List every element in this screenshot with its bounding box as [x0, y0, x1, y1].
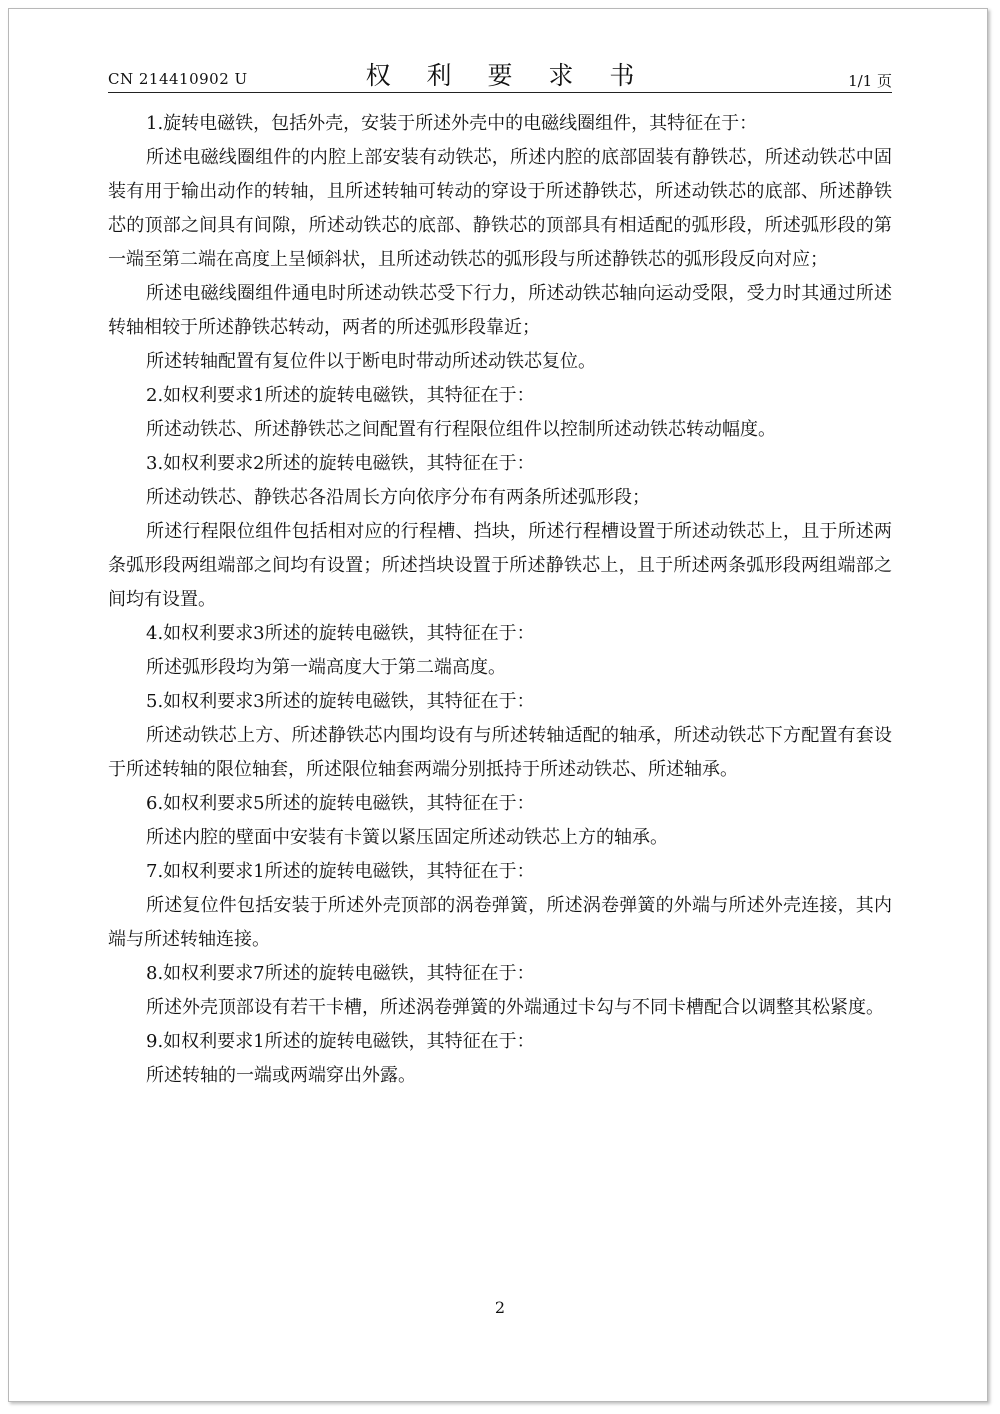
claim-paragraph: 所述动铁芯、静铁芯各沿周长方向依序分布有两条所述弧形段； — [146, 487, 650, 508]
claim-paragraph: 所述外壳顶部设有若干卡槽，所述涡卷弹簧的外端通过卡勾与不同卡槽配合以调整其松紧度。 — [146, 997, 884, 1018]
document-title: 权 利 要 求 书 — [365, 61, 649, 90]
claim-paragraph: 所述转轴的一端或两端穿出外露。 — [146, 1065, 416, 1086]
claim-paragraph: 所述内腔的壁面中安装有卡簧以紧压固定所述动铁芯上方的轴承。 — [146, 827, 668, 848]
claim-paragraph: 7.如权利要求1所述的旋转电磁铁，其特征在于： — [146, 861, 535, 882]
claim-paragraph: 所述转轴配置有复位件以于断电时带动所述动铁芯复位。 — [146, 351, 596, 372]
claim-paragraph: 所述弧形段均为第一端高度大于第二端高度。 — [146, 657, 506, 678]
header-divider — [108, 92, 892, 93]
claim-paragraph: 6.如权利要求5所述的旋转电磁铁，其特征在于： — [146, 793, 535, 814]
claim-paragraph: 1.旋转电磁铁，包括外壳，安装于所述外壳中的电磁线圈组件，其特征在于： — [146, 113, 758, 134]
claim-paragraph: 所述电磁线圈组件通电时所述动铁芯受下行力，所述动铁芯轴向运动受限，受力时其通过所述转轴相较于所述静铁芯转动，两者的所述弧形段靠近； — [108, 283, 892, 338]
publication-number: CN 214410902 U — [108, 70, 248, 88]
claim-paragraph: 9.如权利要求1所述的旋转电磁铁，其特征在于： — [146, 1031, 535, 1052]
claim-paragraph: 2.如权利要求1所述的旋转电磁铁，其特征在于： — [146, 385, 535, 406]
claim-paragraph: 5.如权利要求3所述的旋转电磁铁，其特征在于： — [146, 691, 535, 712]
claim-paragraph: 所述电磁线圈组件的内腔上部安装有动铁芯，所述内腔的底部固装有静铁芯，所述动铁芯中固装有用于输出动作的转轴，且所述转轴可转动的穿设于所述静铁芯，所述动铁芯的底部、所述静铁芯的顶部之间具有间隙，所述动铁芯的底部、静铁芯的顶部具有相适配的弧形段，所述弧形段的第一端至第二端在高度上呈倾斜状，且所述动铁芯的弧形段与所述静铁芯的弧形段反向对应； — [108, 147, 892, 270]
claim-paragraph: 所述动铁芯、所述静铁芯之间配置有行程限位组件以控制所述动铁芯转动幅度。 — [146, 419, 776, 440]
page-header — [108, 52, 892, 92]
claims-body — [108, 107, 892, 1093]
claim-paragraph: 所述行程限位组件包括相对应的行程槽、挡块，所述行程槽设置于所述动铁芯上，且于所述两条弧形段两组端部之间均有设置；所述挡块设置于所述静铁芯上，且于所述两条弧形段两组端部之间均有设置。 — [108, 521, 892, 610]
claim-paragraph: 所述复位件包括安装于所述外壳顶部的涡卷弹簧，所述涡卷弹簧的外端与所述外壳连接，其内端与所述转轴连接。 — [108, 895, 892, 950]
claim-paragraph: 4.如权利要求3所述的旋转电磁铁，其特征在于： — [146, 623, 535, 644]
page-number: 2 — [494, 1298, 506, 1317]
claim-paragraph: 3.如权利要求2所述的旋转电磁铁，其特征在于： — [146, 453, 535, 474]
claim-paragraph: 所述动铁芯上方、所述静铁芯内围均设有与所述转轴适配的轴承，所述动铁芯下方配置有套设于所述转轴的限位轴套，所述限位轴套两端分别抵持于所述动铁芯、所述轴承。 — [108, 725, 892, 780]
page-of-indicator: 1/1 页 — [848, 72, 892, 90]
claim-paragraph: 8.如权利要求7所述的旋转电磁铁，其特征在于： — [146, 963, 535, 984]
